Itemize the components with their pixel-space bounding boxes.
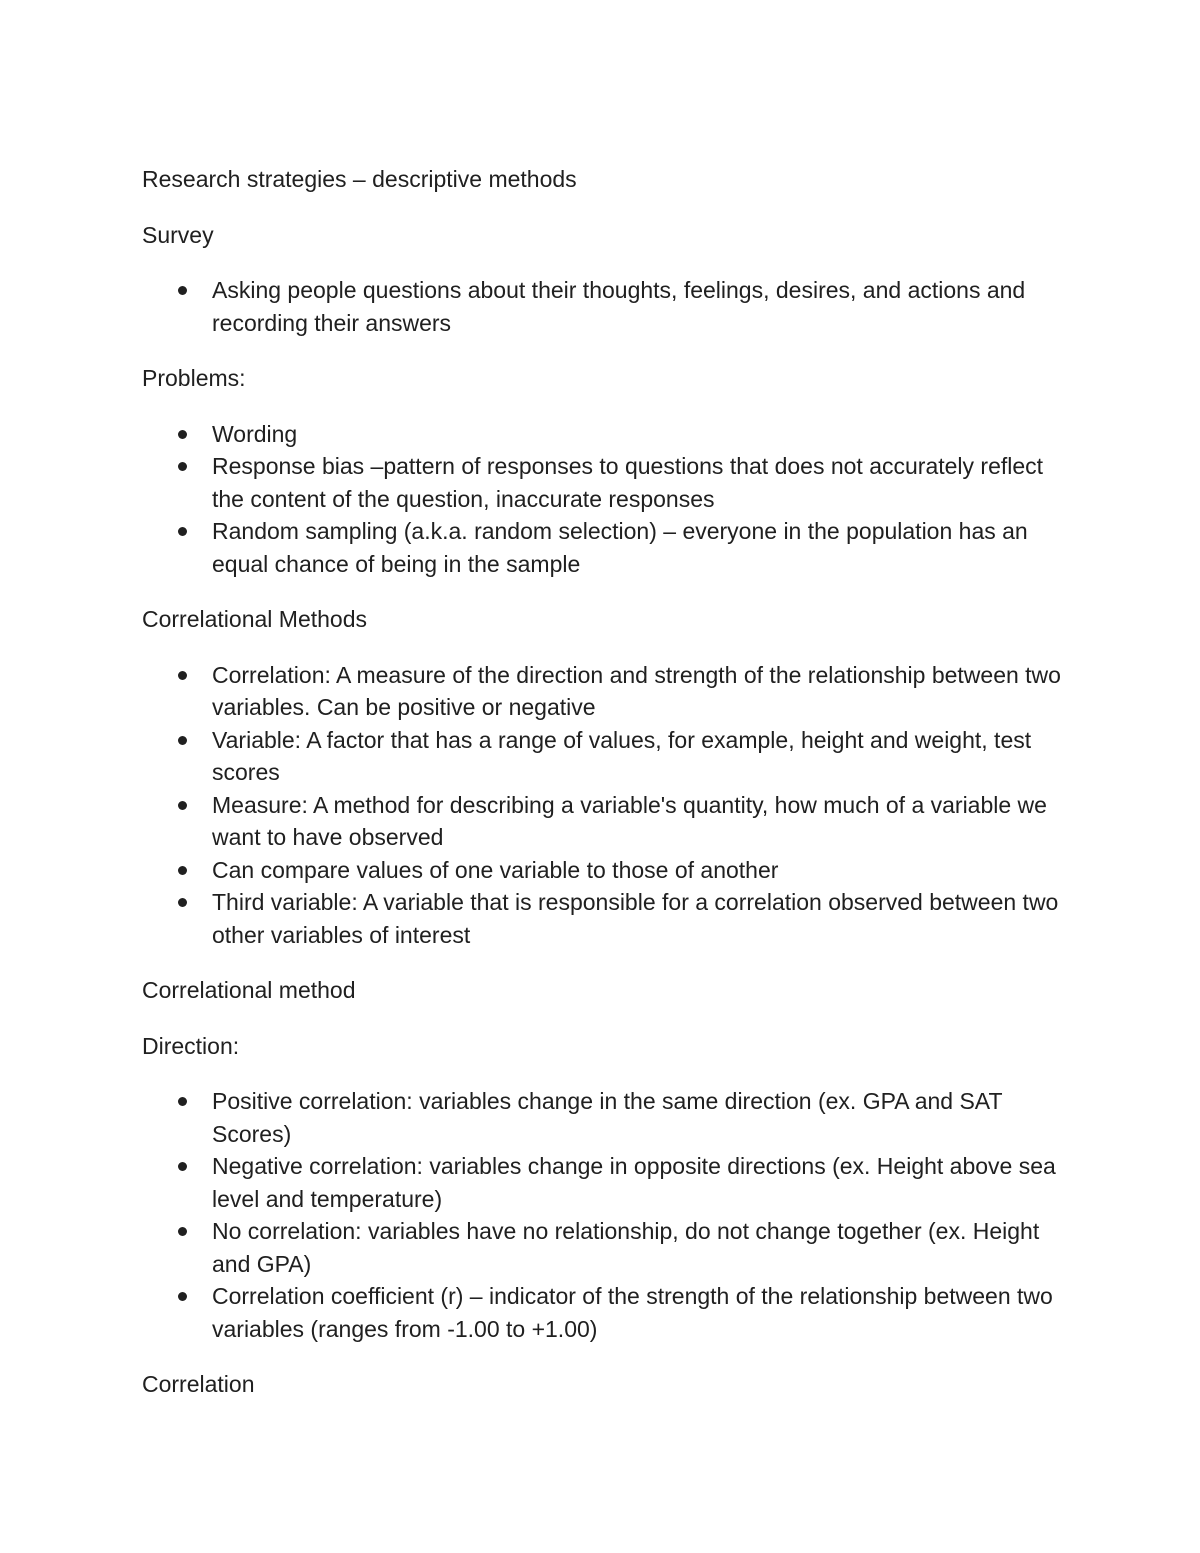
- bullet-icon: [178, 898, 187, 907]
- bullet-list: [142, 418, 1062, 581]
- bullet-list: [142, 274, 1062, 339]
- list-item: [142, 1215, 1062, 1280]
- bullet-icon: [178, 736, 187, 745]
- list-item: [142, 274, 1062, 339]
- list-item: [142, 1280, 1062, 1345]
- bullet-icon: [178, 1097, 187, 1106]
- list-item-text: Positive correlation: variables change in the same direction (ex. GPA and SAT Scores): [212, 1088, 1003, 1147]
- list-item-text: Measure: A method for describing a variable's quantity, how much of a variable we want to have observed: [212, 791, 1047, 850]
- list-item-text: Third variable: A variable that is responsible for a correlation observed between two other variables of interest: [212, 889, 1059, 948]
- bullet-icon: [178, 671, 187, 680]
- list-item: [142, 886, 1062, 951]
- bullet-icon: [178, 1292, 187, 1301]
- list-item-text: No correlation: variables have no relationship, do not change together (ex. Height and GPA): [212, 1218, 1040, 1277]
- list-item: [142, 418, 1062, 451]
- bullet-list: [142, 1085, 1062, 1345]
- bullet-icon: [178, 1162, 187, 1171]
- list-item: [142, 450, 1062, 515]
- document-page: [142, 163, 1062, 1424]
- list-item: [142, 1150, 1062, 1215]
- list-item-text: Correlation coefficient (r) – indicator of the strength of the relationship between two variables (ranges from -1.00 to +1.00): [212, 1283, 1053, 1342]
- list-item-text: Negative correlation: variables change in opposite directions (ex. Height above sea level and temperature): [212, 1153, 1056, 1212]
- bullet-icon: [178, 462, 187, 471]
- paragraph: Direction:: [142, 1032, 240, 1059]
- list-item-text: Variable: A factor that has a range of values, for example, height and weight, test scores: [212, 726, 1032, 785]
- list-item: [142, 789, 1062, 854]
- list-item-text: Random sampling (a.k.a. random selection) – everyone in the population has an equal chance of being in the sample: [212, 518, 1028, 577]
- bullet-icon: [178, 801, 187, 810]
- bullet-icon: [178, 1227, 187, 1236]
- list-item-text: Correlation: A measure of the direction and strength of the relationship between two variables. Can be positive or negative: [212, 661, 1061, 720]
- list-item-text: Wording: [212, 420, 298, 447]
- list-item-text: Asking people questions about their thoughts, feelings, desires, and actions and recording their answers: [212, 277, 1026, 336]
- paragraph: Correlation: [142, 1371, 255, 1397]
- bullet-list: [142, 659, 1062, 952]
- bullet-icon: [178, 286, 187, 295]
- list-item: [142, 515, 1062, 580]
- list-item-text: Can compare values of one variable to those of another: [212, 856, 779, 883]
- paragraph: Problems:: [142, 365, 246, 391]
- list-item-text: Response bias –pattern of responses to questions that does not accurately reflect the content of the question, inaccurate responses: [212, 453, 1044, 512]
- bullet-icon: [178, 430, 187, 439]
- bullet-icon: [178, 527, 187, 536]
- list-item: [142, 1085, 1062, 1150]
- list-item: [142, 659, 1062, 724]
- list-item: [142, 854, 1062, 887]
- list-item: [142, 724, 1062, 789]
- paragraph: Survey: [142, 221, 214, 248]
- paragraph: Correlational Methods: [142, 606, 368, 632]
- paragraph: Correlational method: [142, 977, 356, 1003]
- paragraph: Research strategies – descriptive methods: [142, 166, 577, 192]
- bullet-icon: [178, 866, 187, 875]
